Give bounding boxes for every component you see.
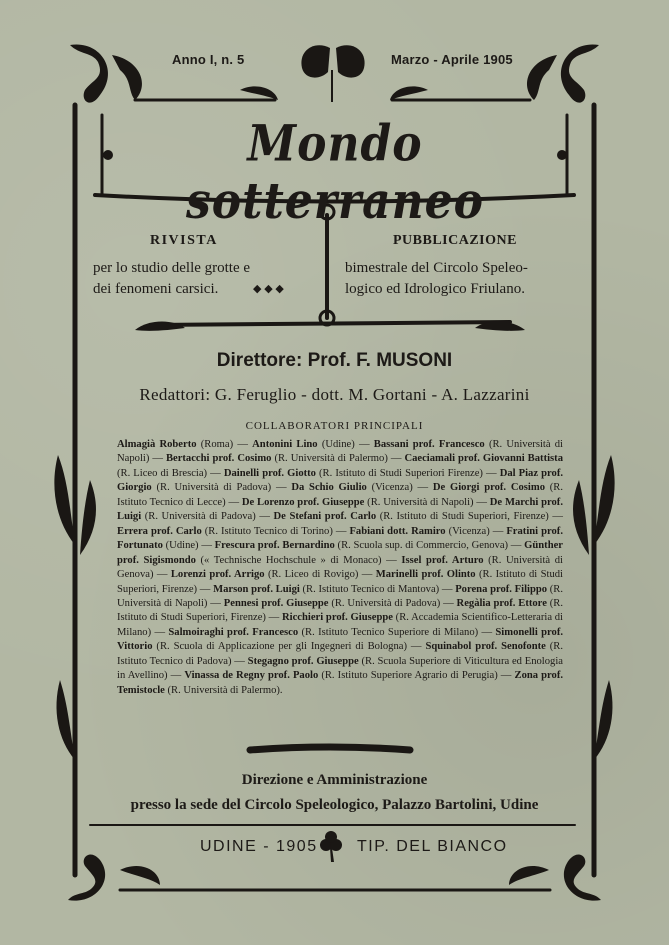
editors-line: Redattori: G. Feruglio - dott. M. Gortani - A. Lazzarini	[139, 385, 530, 404]
collaborator-affiliation: (R. Istituto Tecnico di Mantova) —	[299, 583, 456, 595]
collaborator-entry	[224, 468, 500, 479]
collaborator-entry	[171, 569, 376, 580]
collaborator-affiliation: (R. Scuola Superiore di Viticultura ed Enologia in Avellino) —	[117, 655, 563, 682]
collaborator-affiliation: (R. Università di Napoli) —	[117, 583, 563, 609]
collaborator-entry	[252, 439, 374, 450]
collaborator-name: Simonelli prof. Vittorio	[117, 626, 563, 653]
collaborator-affiliation: (R. Istituto Tecnico di Lecce) —	[117, 482, 564, 508]
collaborator-affiliation: (R. Istituto di Studi Superiori Firenze) —	[315, 467, 500, 479]
collaborator-affiliation: (R. Università di Palermo) —	[271, 453, 405, 465]
right-column-line2: logico ed Idrologico Friulano.	[345, 281, 525, 297]
collaborator-affiliation: (R. Università di Padova) —	[151, 482, 292, 494]
collaborator-entry	[117, 526, 349, 537]
collaborator-name: Dal Piaz prof. Giorgio	[117, 467, 563, 494]
collaborator-name: Antonini Lino	[252, 439, 318, 450]
collaborator-affiliation: (R. Università di Genova) —	[117, 554, 563, 581]
collaborator-name: Vinassa de Regny prof. Paolo	[184, 670, 319, 682]
collaborator-name: Fratini prof. Fortunato	[117, 525, 563, 552]
collaborator-name: Almagià Roberto	[117, 439, 197, 450]
collaborator-name: Marson prof. Luigi	[213, 583, 300, 595]
collaborator-entry	[349, 526, 506, 537]
collaborator-affiliation: (R. Istituto di Studi Superiori, Firenze) —	[376, 511, 563, 523]
collaborator-affiliation: (R. Scuola sup. di Commercio, Genova) —	[334, 540, 525, 552]
collaborator-entry	[168, 627, 495, 638]
collaborator-name: Günther prof. Sigismondo	[117, 540, 563, 566]
left-column-heading: RIVISTA	[150, 233, 218, 248]
collaborator-affiliation: (Vicenza) —	[445, 525, 507, 537]
collaborator-name: De Lorenzo prof. Giuseppe	[241, 496, 365, 508]
collaborator-name: Porena prof. Filippo	[455, 583, 548, 595]
issue-number: Anno I, n. 5	[172, 52, 245, 67]
collaborator-entry	[242, 497, 490, 508]
collaborator-name: Caeciamali prof. Giovanni Battista	[404, 453, 563, 465]
collaborator-name: Bertacchi prof. Cosimo	[165, 453, 272, 465]
collaborator-affiliation: (R. Istituto Tecnico di Padova) —	[117, 641, 564, 667]
journal-title: Mondo sotterraneo	[186, 115, 484, 231]
director-line: Direttore: Prof. F. MUSONI	[216, 350, 453, 371]
collaborator-entry	[215, 540, 524, 551]
collaborator-affiliation: (R. Istituto Tecnico Superiore di Milano) —	[298, 626, 496, 638]
collaborator-entry	[166, 453, 405, 464]
collaborator-affiliation: (Vicenza) —	[366, 482, 433, 494]
collaborator-affiliation: (R. Università di Padova) —	[141, 511, 274, 523]
collaborator-entry	[184, 670, 514, 681]
collaborator-name: Errera prof. Carlo	[117, 525, 202, 537]
collaborator-affiliation: (R. Liceo di Brescia) —	[117, 467, 224, 479]
collaborator-name: Dainelli prof. Giotto	[223, 467, 316, 479]
collaborator-affiliation: (Roma) —	[196, 439, 253, 450]
collaborator-entry	[213, 584, 455, 595]
collaborators-heading: COLLABORATORI PRINCIPALI	[245, 420, 424, 432]
footer-place-year: UDINE - 1905	[200, 838, 318, 855]
collaborator-name: Marinelli prof. Olinto	[375, 569, 476, 581]
collaborator-affiliation: (Udine) —	[317, 439, 374, 450]
collaborator-name: Regàlia prof. Ettore	[456, 597, 547, 609]
collaborator-name: Issel prof. Arturo	[401, 554, 484, 566]
collaborator-entry	[274, 511, 563, 522]
collaborator-name: Ricchieri prof. Giuseppe	[282, 612, 393, 624]
issue-date: Marzo - Aprile 1905	[391, 52, 513, 67]
collaborator-affiliation: (R. Istituto Tecnico di Torino) —	[201, 525, 350, 537]
collaborator-name: Pennesi prof. Giuseppe	[223, 597, 329, 609]
collaborator-name: De Stefani prof. Carlo	[273, 511, 377, 523]
left-column-line1: per lo studio delle grotte e	[93, 260, 251, 276]
collaborator-name: Squinabol prof. Senofonte	[425, 641, 546, 653]
left-column-line2: dei fenomeni carsici.	[93, 281, 219, 297]
collaborator-entry	[224, 598, 457, 609]
collaborator-affiliation: (R. Università di Napoli) —	[117, 439, 563, 465]
administration-line1: Direzione e Amministrazione	[241, 772, 428, 788]
collaborator-affiliation: (R. Università di Napoli) —	[364, 496, 490, 508]
collaborator-affiliation: (Udine) —	[162, 540, 215, 552]
collaborator-affiliation: (R. Istituto Superiore Agrario di Perugia) —	[318, 670, 515, 682]
collaborator-entry	[117, 439, 252, 450]
collaborator-name: Fabiani dott. Ramiro	[349, 525, 446, 537]
collaborator-name: Frescura prof. Bernardino	[214, 540, 335, 552]
collaborator-name: De Giorgi prof. Cosimo	[432, 482, 545, 494]
collaborator-affiliation: (R. Istituto di Studi Superiori, Firenze) —	[117, 597, 564, 624]
collaborator-name: Salmoiraghi prof. Francesco	[168, 626, 299, 638]
collaborator-name: Da Schio Giulio	[291, 482, 367, 494]
collaborator-name: Zona prof. Temistocle	[117, 670, 564, 696]
collaborator-name: De Marchi prof. Luigi	[117, 496, 563, 523]
collaborator-affiliation: (R. Istituto di Studi Superiori, Firenze) —	[117, 569, 563, 595]
right-column-heading: PUBBLICAZIONE	[393, 233, 517, 248]
administration-line2: presso la sede del Circolo Speleologico, Palazzo Bartolini, Udine	[130, 797, 539, 813]
collaborator-affiliation: (R. Università di Palermo).	[164, 684, 283, 696]
collaborator-affiliation: (R. Liceo di Rovigo) —	[264, 569, 376, 581]
right-column-line1: bimestrale del Circolo Speleo-	[345, 260, 528, 276]
collaborators-list	[117, 438, 563, 698]
collaborator-affiliation: (« Technische Hochschule » di Monaco) —	[195, 554, 402, 566]
collaborator-affiliation: (R. Scuola di Applicazione per gli Ingegneri di Bologna) —	[152, 641, 426, 653]
collaborator-affiliation: (R. Università di Padova) —	[328, 597, 457, 609]
collaborator-affiliation: (R. Accademia Scientifico-Letteraria di Milano) —	[117, 612, 564, 638]
collaborator-name: Stegagno prof. Giuseppe	[247, 655, 359, 667]
collaborator-name: Lorenzi prof. Arrigo	[170, 569, 265, 581]
collaborator-name: Bassani prof. Francesco	[373, 439, 485, 450]
collaborator-entry	[291, 482, 433, 493]
footer-printer: TIP. DEL BIANCO	[357, 838, 508, 855]
diamond-ornament: ◆ ◆ ◆	[253, 283, 284, 295]
